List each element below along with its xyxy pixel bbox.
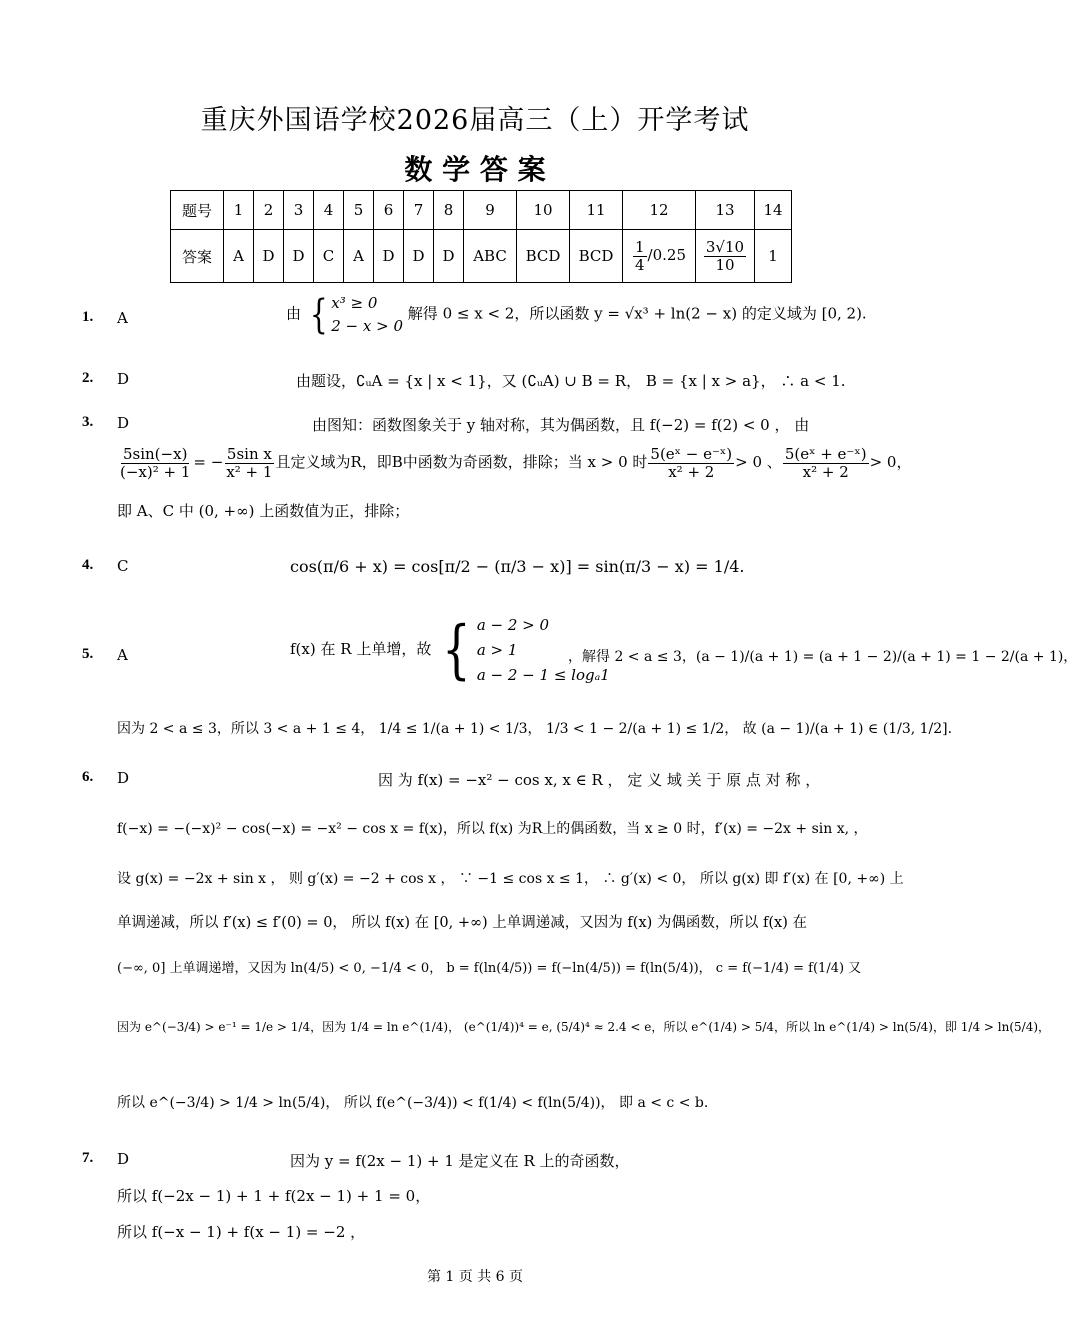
q7-solution-line2: 所以 f(−2x − 1) + 1 + f(2x − 1) + 1 = 0， xyxy=(117,1187,431,1205)
q6-solution-line5: (−∞, 0] 上单调递增，又因为 ln(4/5) < 0, −1/4 < 0， b = f(ln(4/5)) = f(−ln(4/5)) = f(ln(5/4))， c = f(−1/4) = f(1/4) 又 xyxy=(117,961,862,976)
q6-solution-line2: f(−x) = −(−x)² − cos(−x) = −x² − cos x = f(x)，所以 f(x) 为R上的偶函数，当 x ≥ 0 时，f′(x) = −2x + sin x, ， xyxy=(117,821,868,837)
q6-solution-line6: 因为 e^(−3/4) > e⁻¹ = 1/e > 1/4，因为 1/4 = ln e^(1/4)， (e^(1/4))⁴ = e, (5/4)⁴ ≈ 2.4 < e，所以 e^(1/4) > 5/4，所以 ln e^(1/4) > ln(5/4)，即 1/4 > ln(5/4)， xyxy=(117,1020,1051,1034)
question-answer: D xyxy=(117,769,130,787)
table-cell: 2 xyxy=(254,191,284,230)
table-cell: C xyxy=(314,230,344,283)
table-cell: 8 xyxy=(434,191,464,230)
table-cell: 7 xyxy=(404,191,434,230)
question-answer: C xyxy=(117,557,129,575)
question-number: 7. xyxy=(82,1150,94,1166)
q3-solution-line1: 由图知：函数图象关于 y 轴对称，其为偶函数，且 f(−2) = f(2) < 0 ， 由 xyxy=(312,416,810,434)
question-number: 2. xyxy=(82,370,94,386)
q3-solution-line2: $\frac{5\sin(-x)}{\text{(−x)² + 1}}$ = − $\frac{\text{5sin x}}{\text{x² + 1}}$ 且定义域为R，即B中函数为奇函数，排除；当 x > 0 时 $\frac{\text{5(eˣ − e⁻ˣ)}}{\text{x² + 2}}$ > 0 、 $\frac{\text{5(eˣ + e⁻ˣ)}}{\text{x² + 2}}$ > 0， xyxy=(120,445,912,481)
q7-solution-line3: 所以 f(−x − 1) + f(x − 1) = −2 ， xyxy=(117,1223,366,1241)
fraction: $\frac{3√10}{10}$ xyxy=(705,238,745,274)
table-cell: BCD xyxy=(570,230,623,283)
q5-solution-line2: 因为 2 < a ≤ 3，所以 3 < a + 1 ≤ 4， 1/4 ≤ 1/(a + 1) < 1/3， 1/3 < 1 − 2/(a + 1) ≤ 1/2， 故 (a − 1)/(a + 1) ∈ (1/3, 1/2]. xyxy=(117,721,953,737)
answer-row xyxy=(171,230,792,283)
question-number: 1. xyxy=(82,309,94,325)
question-answer: D xyxy=(117,370,130,388)
question-answer: A xyxy=(117,309,128,327)
q6-solution-line4: 单调递减，所以 f′(x) ≤ f′(0) = 0， 所以 f(x) 在 [0, +∞) 上单调递减，又因为 f(x) 为偶函数，所以 f(x) 在 xyxy=(117,915,807,931)
table-cell: 4 xyxy=(314,191,344,230)
table-cell: 9 xyxy=(464,191,517,230)
row-label: 答案 xyxy=(171,230,224,283)
table-cell: ABC xyxy=(464,230,517,283)
page-footer: 第 1 页 共 6 页 xyxy=(426,1269,524,1285)
table-cell: 14 xyxy=(755,191,792,230)
q6-solution-line3: 设 g(x) = −2x + sin x ， 则 g′(x) = −2 + cos x ， ∵ −1 ≤ cos x ≤ 1， ∴ g′(x) < 0， 所以 g(x) 即 f′(x) 在 [0, +∞) 上 xyxy=(117,871,904,887)
q7-solution-line1: 因为 y = f(2x − 1) + 1 是定义在 R 上的奇函数， xyxy=(290,1152,630,1170)
table-cell: D xyxy=(434,230,464,283)
question-number: 6. xyxy=(82,769,94,785)
table-cell: 10 xyxy=(517,191,570,230)
question-number-row xyxy=(171,191,792,230)
table-cell: 13 xyxy=(696,191,755,230)
page-title: 重庆外国语学校2026届高三（上）开学考试 xyxy=(200,105,750,136)
answer-table xyxy=(170,190,792,283)
q1-solution: 由 { x³ ≥ 0 2 − x > 0 解得 0 ≤ x < 2，所以函数 y = √x³ + ln(2 − x) 的定义域为 [0, 2). xyxy=(286,291,867,338)
table-cell: 5 xyxy=(344,191,374,230)
question-answer: A xyxy=(117,646,128,664)
table-cell: 6 xyxy=(374,191,404,230)
q6-solution-line1: 因 为 f(x) = −x² − cos x, x ∈ R ， 定 义 域 关 于 原 点 对 称 ， xyxy=(378,771,821,789)
q3-solution-line3: 即 A、C 中 (0, +∞) 上函数值为正，排除； xyxy=(117,502,410,520)
q6-solution-line7: 所以 e^(−3/4) > 1/4 > ln(5/4)， 所以 f(e^(−3/4)) < f(1/4) < f(ln(5/4))， 即 a < c < b. xyxy=(117,1095,709,1111)
fraction: $\frac{1}{4}$ xyxy=(635,238,645,274)
table-cell: D xyxy=(374,230,404,283)
question-number: 4. xyxy=(82,557,94,573)
page-subtitle: 数 学 答 案 xyxy=(404,153,546,186)
table-cell: A xyxy=(344,230,374,283)
table-cell: 1 xyxy=(755,230,792,283)
table-cell: 11 xyxy=(570,191,623,230)
row-label: 题号 xyxy=(171,191,224,230)
table-cell: D xyxy=(254,230,284,283)
table-cell: D xyxy=(404,230,434,283)
q5-solution-line1b: ，解得 2 < a ≤ 3，(a − 1)/(a + 1) = (a + 1 − 2)/(a + 1) = 1 − 2/(a + 1)， xyxy=(568,649,1077,665)
question-answer: D xyxy=(117,1150,130,1168)
table-cell: 1 xyxy=(224,191,254,230)
question-number: 3. xyxy=(82,414,94,430)
question-number: 5. xyxy=(82,646,94,662)
table-cell: BCD xyxy=(517,230,570,283)
question-answer: D xyxy=(117,414,130,432)
table-cell: 12 xyxy=(623,191,696,230)
q2-solution: 由题设，∁ᵤA = {x | x < 1}，又 (∁ᵤA) ∪ B = R， B = {x | x > a}， ∴ a < 1. xyxy=(296,372,846,390)
table-cell-q12: $\frac{1}{4}$ /0.25 xyxy=(623,230,696,283)
table-cell-q13 xyxy=(696,230,755,283)
table-cell: A xyxy=(224,230,254,283)
q5-solution-line1: f(x) 在 R 上单增，故 { a − 2 > 0 a > 1 a − 2 − 1 ≤ logₐ1 xyxy=(290,613,610,688)
table-cell: D xyxy=(284,230,314,283)
table-cell: 3 xyxy=(284,191,314,230)
q4-solution: cos(π/6 + x) = cos[π/2 − (π/3 − x)] = sin(π/3 − x) = 1/4. xyxy=(290,557,745,576)
